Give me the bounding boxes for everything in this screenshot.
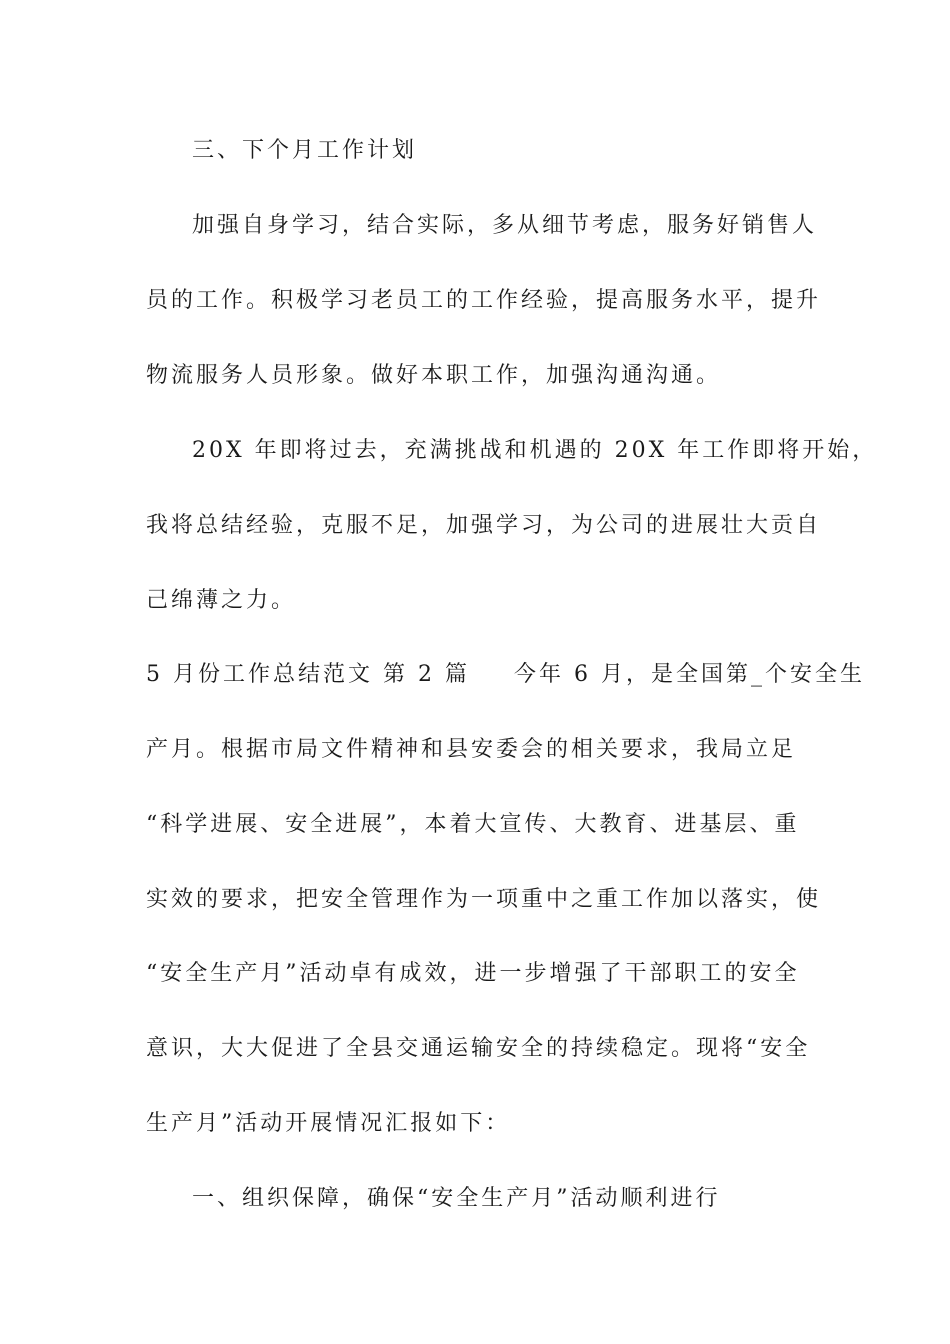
paragraph-line: 物流服务人员形象。做好本职工作，加强沟通沟通。: [146, 363, 722, 388]
paragraph-line: 实效的要求，把安全管理作为一项重中之重工作加以落实，使: [146, 887, 822, 912]
article-title: 5 月份工作总结范文 第 2 篇: [146, 662, 470, 687]
paragraph-line: 己绵薄之力。: [146, 588, 297, 613]
paragraph-line: “科学进展、安全进展”，本着大宣传、大教育、进基层、重: [146, 812, 800, 837]
paragraph-line: 加强自身学习，结合实际，多从细节考虑，服务好销售人: [192, 213, 818, 238]
section-heading: 三、下个月工作计划: [192, 138, 418, 163]
paragraph-line: “安全生产月”活动卓有成效，进一步增强了干部职工的安全: [146, 961, 800, 986]
paragraph-line: 生产月”活动开展情况汇报如下：: [146, 1111, 511, 1136]
section-heading: 一、组织保障，确保“安全生产月”活动顺利进行: [192, 1186, 721, 1211]
paragraph-line: 员的工作。积极学习老员工的工作经验，提高服务水平，提升: [146, 288, 822, 313]
paragraph-line: 产月。根据市局文件精神和县安委会的相关要求，我局立足: [146, 737, 797, 762]
paragraph-line: 我将总结经验，克服不足，加强学习，为公司的进展壮大贡自: [146, 513, 822, 538]
paragraph-line: 20X 年即将过去，充满挑战和机遇的 20X 年工作即将开始，: [192, 438, 878, 463]
paragraph-line: 意识，大大促进了全县交通运输安全的持续稳定。现将“安全: [146, 1036, 811, 1061]
article-title-line: [146, 660, 865, 690]
paragraph-start: 今年 6 月，是全国第_个安全生: [513, 662, 865, 687]
